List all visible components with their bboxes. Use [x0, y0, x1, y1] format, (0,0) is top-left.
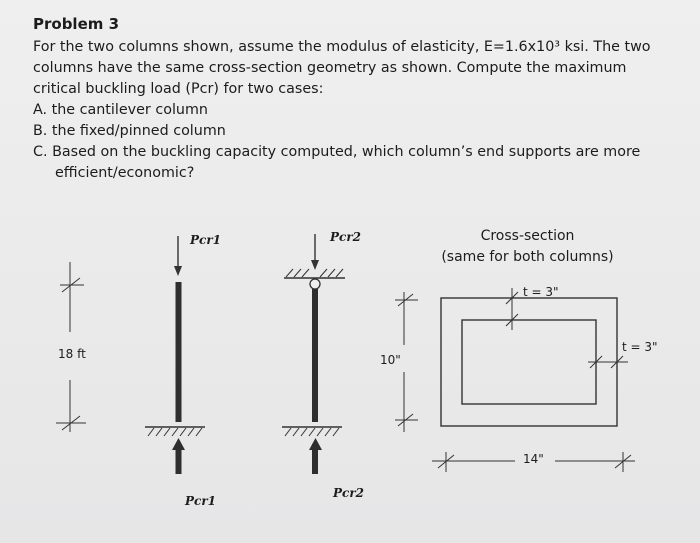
intro-line-3: critical buckling load (Pcr) for two cases: [33, 81, 324, 97]
width-label: 14" [523, 452, 544, 466]
col2-top-load-label: Pcr2 [330, 230, 362, 244]
column-1 [145, 236, 205, 474]
length-label: 18 ft [58, 347, 86, 361]
column-2 [282, 234, 345, 474]
cross-section-heading: Cross-section [480, 228, 575, 244]
top-thickness-label: t = 3" [523, 285, 559, 299]
side-thickness-label: t = 3" [622, 340, 658, 354]
item-c-continuation: efficient/economic? [55, 165, 195, 181]
cross-section-title [435, 226, 620, 268]
problem-title: Problem 3 [33, 15, 120, 33]
item-a: A. the cantilever column [33, 102, 208, 118]
col1-bottom-load-label: Pcr1 [185, 494, 217, 508]
intro-line-1: For the two columns shown, assume the modulus of elasticity, E=1.6x10³ ksi. The two [33, 39, 651, 55]
col1-top-load-label: Pcr1 [190, 233, 222, 247]
cross-section-subtitle: (same for both columns) [441, 249, 614, 265]
item-b: B. the fixed/pinned column [33, 123, 226, 139]
height-label: 10" [380, 353, 401, 367]
intro-line-2: columns have the same cross-section geometry as shown. Compute the maximum [33, 60, 627, 76]
col2-bottom-load-label: Pcr2 [333, 486, 365, 500]
item-c: C. Based on the buckling capacity computed, which column’s end supports are more [33, 144, 641, 160]
cross-section [395, 288, 635, 472]
